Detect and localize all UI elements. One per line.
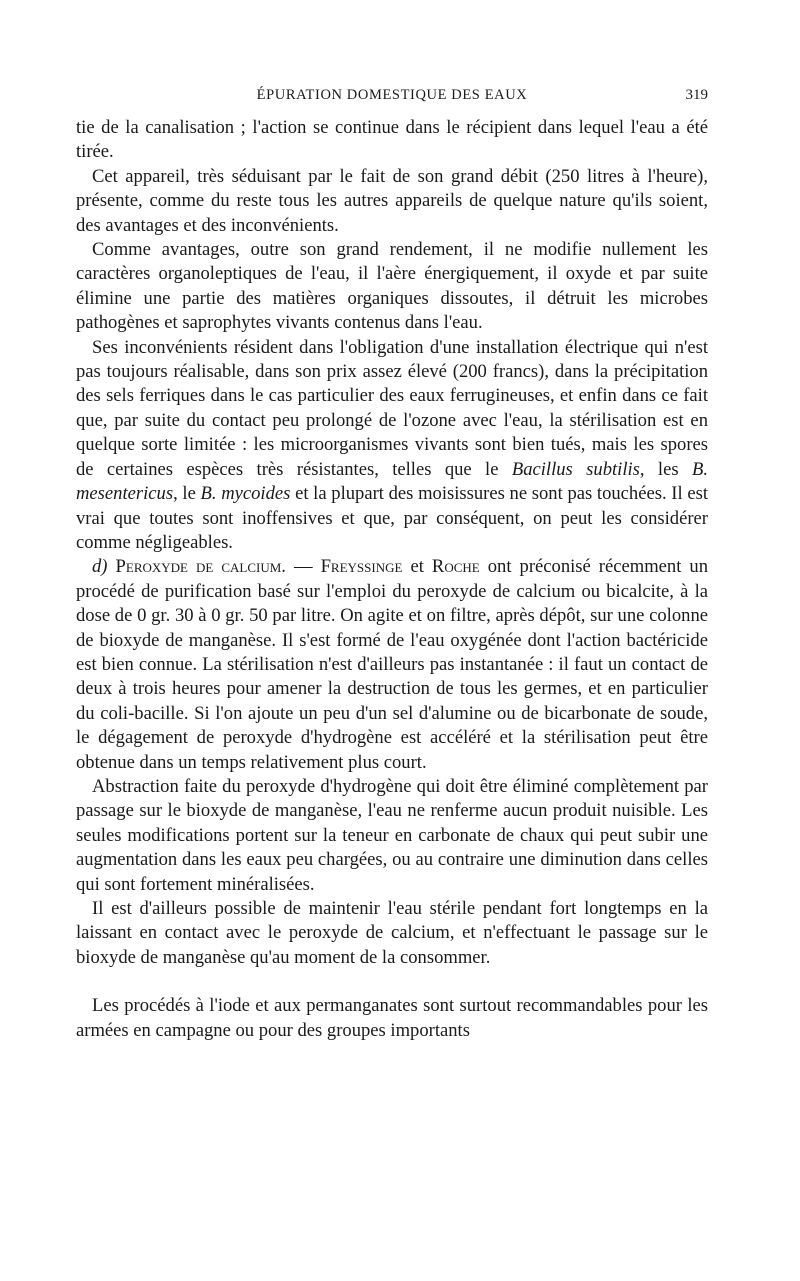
body-text <box>76 116 708 1043</box>
paragraph-gap <box>76 970 708 994</box>
text-segment: ont préconisé récemment un procédé de purification basé sur l'emploi du peroxyde de calcium ou bicalcite, à la dose de 0 gr. 30 à 0 gr. 50 par litre. On agite et on filtre, après dépôt, sur une colonne de bioxyde de manganèse. Il s'est formé de l'eau oxygénée dont l'action bactéricide est bien connue. La stérilisation n'est d'ailleurs pas instantanée : il faut un contact de deux à trois heures pour amener la destruction de tous les germes, et en particulier du coli-bacille. Si l'on ajoute un peu d'un sel d'alumine ou de bicarbonate de soude, le dégagement de peroxyde d'hydrogène est accéléré et la stérilisation peut être obtenue dans un temps relativement plus court. <box>76 556 708 773</box>
author-name: Roche <box>431 556 480 578</box>
text-segment: Ses inconvénients résident dans l'obligation d'une installation électrique qui n'est pas toujours réalisable, dans son prix assez élevé (200 francs), dans la précipitation des sels ferriques dans le cas particulier des eaux ferrugineuses, et enfin dans ce fait que, par suite du contact peu prolongé de l'ozone avec l'eau, la stérilisation est en quelque sorte limitée : les microorganismes vivants sont bien tués, mais les spores de certaines espèces très résistantes, telles que le <box>76 336 708 480</box>
page-number: 319 <box>685 87 708 103</box>
paragraph-peroxyde-calcium <box>76 555 708 775</box>
paragraph-iode: Les procédés à l'iode et aux permanganates sont surtout recommandables pour les armées en campagne ou pour des groupes importants <box>76 995 708 1041</box>
text-segment: et la plupart des moisissures ne sont pas touchées. Il est vrai que toutes sont inoffensives et que, par conséquent, on peut les considérer comme négligeables. <box>76 483 708 553</box>
paragraph-avantages: Comme avantages, outre son grand rendement, il ne modifie nullement les caractères organoleptiques de l'eau, il l'aère énergiquement, il oxyde et par suite élimine une partie des matières organiques dissoutes, il détruit les microbes pathogènes et saprophytes vivants contenus dans l'eau. <box>76 239 708 334</box>
section-label: d) <box>92 556 108 578</box>
page-header <box>76 87 708 107</box>
author-name: Freyssinge <box>320 556 403 578</box>
section-title: Peroxyde de calcium. <box>115 556 286 578</box>
text-segment: et <box>402 556 432 578</box>
text-segment: , les <box>639 458 692 480</box>
paragraph-maintenir: Il est d'ailleurs possible de maintenir l'eau stérile pendant fort longtemps en la laissant en contact avec le peroxyde de calcium, et n'effectuant le passage sur le bioxyde de manganèse qu'au moment de la consommer. <box>76 898 708 968</box>
running-title: ÉPURATION DOMESTIQUE DES EAUX <box>256 87 528 103</box>
text-segment: — <box>285 556 321 578</box>
paragraph-abstraction: Abstraction faite du peroxyde d'hydrogène qui doit être éliminé complètement par passage sur le bioxyde de manganèse, l'eau ne renferme aucun produit nuisible. Les seules modifications portent sur la teneur en carbonate de chaux qui peut subir une augmentation dans les eaux peu chargées, ou au contraire une diminution dans celles qui sont fortement minéralisées. <box>76 775 708 895</box>
text-segment: , le <box>173 483 201 505</box>
paragraph-appareil: Cet appareil, très séduisant par le fait de son grand débit (250 litres à l'heure), présente, comme du reste tous les autres appareils de quelque nature qu'ils soient, des avantages et des inconvénients. <box>76 165 708 236</box>
species-name: B. mesentericus <box>76 458 708 505</box>
paragraph-continuation: tie de la canalisation ; l'action se continue dans le récipient dans lequel l'eau a été tirée. <box>76 117 708 163</box>
species-name: Bacillus subtilis <box>511 458 640 480</box>
paragraph-inconvenients <box>76 336 708 556</box>
species-name: B. mycoides <box>200 483 291 505</box>
